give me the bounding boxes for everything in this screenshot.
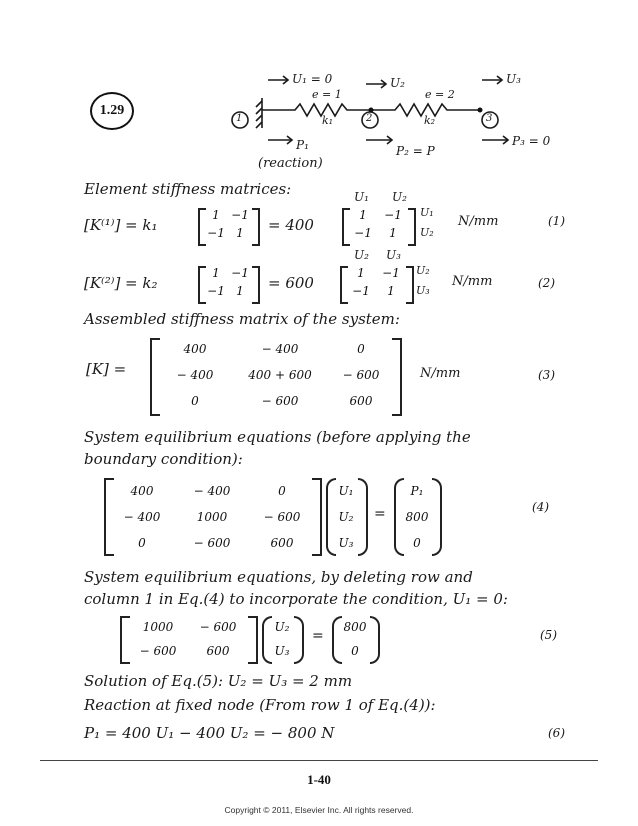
- eq2-col-u3: U₃: [386, 248, 401, 262]
- eq1-mid: = 400: [268, 216, 314, 234]
- u2-label: U₂: [390, 76, 405, 90]
- eq2-matrix-k2: [204, 266, 252, 298]
- eq4-cell: 600: [270, 536, 294, 550]
- eq5-p-cell: 800: [343, 620, 367, 634]
- eq5-u-vector: [270, 620, 294, 658]
- eq4-cell: − 600: [263, 510, 301, 524]
- eq1-m1-cell: −1: [231, 208, 249, 222]
- eq-delete-line2: column 1 in Eq.(4) to incorporate the condition, U₁ = 0:: [84, 590, 508, 608]
- node3-label: 3: [486, 113, 493, 124]
- element1-label: e = 1: [312, 88, 342, 101]
- footer-rule: [40, 760, 598, 761]
- eq3-cell: − 600: [261, 394, 299, 408]
- eq1-lhs: [K⁽¹⁾] = k₁: [84, 216, 158, 234]
- eq5-equals: =: [312, 628, 324, 644]
- eq5-u-cell: U₂: [274, 620, 290, 634]
- eq1-col-u2: U₂: [392, 190, 407, 204]
- eq5-matrix: [128, 620, 248, 658]
- eq2-row-u3: U₃: [416, 284, 430, 297]
- solution-line: Solution of Eq.(5): U₂ = U₃ = 2 mm: [84, 672, 353, 690]
- eq1-m1-cell: 1: [212, 208, 220, 222]
- eq4-p-vector: [402, 484, 432, 550]
- node2-dot: [369, 108, 374, 113]
- eq5-p-vector: [340, 620, 370, 658]
- node2-label: 2: [366, 113, 373, 124]
- eq2-m1-cell: 1: [236, 284, 244, 298]
- eq2-m1-cell: −1: [207, 284, 225, 298]
- k1-label: k₁: [322, 114, 334, 127]
- eq3-matrix: [160, 342, 392, 408]
- eq2-m1-cell: 1: [212, 266, 220, 280]
- eq2-unit: N/mm: [452, 274, 493, 289]
- eq5-k-bracket-right: [248, 616, 258, 664]
- eq4-k-bracket-right: [312, 478, 322, 556]
- eq4-cell: − 600: [193, 536, 231, 550]
- eq1-col-u1: U₁: [354, 190, 369, 204]
- page-number: 1-40: [307, 772, 331, 787]
- eq3-lhs: [K] =: [86, 360, 127, 378]
- eq4-p-cell: 0: [413, 536, 421, 550]
- eq1-m2-cell: −1: [354, 226, 372, 240]
- eq3-cell: 0: [357, 342, 365, 356]
- reaction-equation: P₁ = 400 U₁ − 400 U₂ = − 800 N: [84, 724, 335, 742]
- eq1-unit: N/mm: [458, 214, 499, 229]
- eq3-bracket-left: [150, 338, 160, 416]
- eq2-m2-cell: 1: [357, 266, 365, 280]
- node3-dot: [478, 108, 483, 113]
- eq5-u-cell: U₃: [274, 644, 290, 658]
- eq2-col-u2: U₂: [354, 248, 369, 262]
- eq2-m2-cell: 1: [387, 284, 395, 298]
- eq5-cell: 1000: [142, 620, 174, 634]
- eq1-matrix-400: [348, 208, 408, 240]
- eq2-number: (2): [538, 276, 555, 290]
- eq4-u-brace-right: [358, 478, 368, 556]
- k2-label: k₂: [424, 114, 436, 127]
- u1-label: U₁ = 0: [292, 72, 333, 86]
- eq4-matrix: [112, 484, 312, 550]
- eq2-m2-cell: −1: [352, 284, 370, 298]
- eq1-m2-bracket-right: [408, 208, 416, 246]
- eq2-m1-cell: −1: [231, 266, 249, 280]
- element2-label: e = 2: [425, 88, 455, 101]
- eq1-m2-cell: 1: [389, 226, 397, 240]
- eq4-u-vector: [334, 484, 358, 550]
- eq5-u-brace-right: [294, 616, 304, 664]
- eq2-matrix-600: [346, 266, 406, 298]
- eq4-cell: 0: [138, 536, 146, 550]
- reaction-label: (reaction): [258, 156, 323, 171]
- eq3-unit: N/mm: [420, 366, 461, 381]
- eq1-m1-cell: −1: [207, 226, 225, 240]
- p1-label: P₁: [296, 138, 309, 152]
- eq2-m2-bracket-right: [406, 266, 414, 304]
- eq4-u-cell: U₂: [338, 510, 354, 524]
- eq3-cell: − 600: [342, 368, 380, 382]
- eq2-row-u2: U₂: [416, 264, 430, 277]
- eq3-bracket-right: [392, 338, 402, 416]
- eq3-number: (3): [538, 368, 555, 382]
- eq1-m1-bracket-right: [252, 208, 260, 246]
- eq4-cell: − 400: [193, 484, 231, 498]
- eq2-lhs: [K⁽²⁾] = k₂: [84, 274, 158, 292]
- eq1-m2-cell: 1: [359, 208, 367, 222]
- eq-before-line1: System equilibrium equations (before applying the: [84, 428, 471, 446]
- reaction-heading: Reaction at fixed node (From row 1 of Eq.(4)):: [84, 696, 436, 714]
- eq3-cell: − 400: [261, 342, 299, 356]
- eq4-u-cell: U₃: [338, 536, 354, 550]
- eq4-equals: =: [374, 506, 386, 522]
- eq-delete-line1: System equilibrium equations, by deleting row and: [84, 568, 473, 586]
- element-stiffness-heading: Element stiffness matrices:: [84, 180, 292, 198]
- u3-label: U₃: [506, 72, 521, 86]
- eq4-p-cell: P₁: [410, 484, 424, 498]
- eq4-cell: 0: [278, 484, 286, 498]
- eq1-number: (1): [548, 214, 565, 228]
- eq4-cell: 1000: [196, 510, 228, 524]
- eq1-row-u1: U₁: [420, 206, 434, 219]
- eq4-cell: 400: [130, 484, 154, 498]
- copyright-notice: Copyright © 2011, Elsevier Inc. All rights reserved.: [224, 805, 414, 815]
- eq5-number: (5): [540, 628, 557, 642]
- eq1-row-u2: U₂: [420, 226, 434, 239]
- eq5-p-cell: 0: [351, 644, 359, 658]
- spring-k1: [262, 104, 370, 116]
- node1-label: 1: [236, 113, 243, 124]
- eq3-cell: − 400: [176, 368, 214, 382]
- eq6-number: (6): [548, 726, 565, 740]
- eq1-m1-cell: 1: [236, 226, 244, 240]
- eq4-p-brace-right: [432, 478, 442, 556]
- eq3-cell: 600: [349, 394, 373, 408]
- p3-label: P₃ = 0: [512, 134, 551, 148]
- eq4-p-cell: 800: [405, 510, 429, 524]
- p2-label: P₂ = P: [396, 144, 435, 158]
- eq1-matrix-k1: [204, 208, 252, 240]
- assembled-heading: Assembled stiffness matrix of the system:: [84, 310, 400, 328]
- eq5-cell: 600: [206, 644, 230, 658]
- problem-number: 1.29: [99, 103, 125, 118]
- eq2-m1-bracket-right: [252, 266, 260, 304]
- eq2-m2-cell: −1: [382, 266, 400, 280]
- eq1-m2-cell: −1: [384, 208, 402, 222]
- eq5-p-brace-right: [370, 616, 380, 664]
- eq3-cell: 0: [191, 394, 199, 408]
- eq5-cell: − 600: [139, 644, 177, 658]
- eq4-number: (4): [532, 500, 549, 514]
- eq4-cell: − 400: [123, 510, 161, 524]
- eq5-cell: − 600: [199, 620, 237, 634]
- eq-before-line2: boundary condition):: [84, 450, 243, 468]
- eq4-u-cell: U₁: [338, 484, 354, 498]
- eq3-cell: 400: [183, 342, 207, 356]
- eq3-cell: 400 + 600: [248, 368, 312, 382]
- eq2-mid: = 600: [268, 274, 314, 292]
